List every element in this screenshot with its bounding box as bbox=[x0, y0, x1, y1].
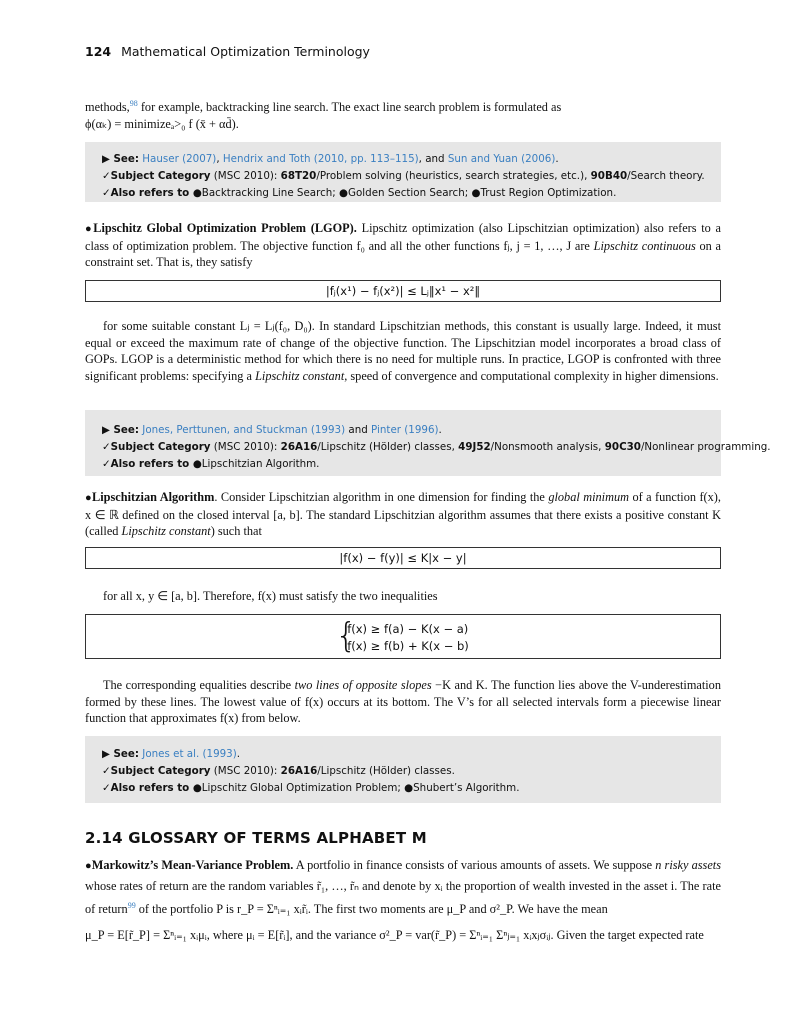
entry-title: Lipschitz Global Optimization Problem bbox=[93, 221, 307, 235]
ref-link[interactable]: Hendrix and Toth (2010, pp. 113–115) bbox=[222, 153, 419, 165]
intro-text-b: for example, backtracking line search. The exact line search problem is formulated as bbox=[137, 100, 562, 115]
ref-link[interactable]: Jones, Perttunen, and Stuckman (1993) bbox=[142, 424, 346, 436]
lgop-entry: ●Lipschitz Global Optimization Problem (LGOP). Lipschitz optimization (also Lipschitzian optimization) also refers to a class of optimization problem. The objective function f₀ and all the other functions fⱼ, j = 1, …, J are Lipschitz continuous on a constraint set. That is, they satisfy bbox=[85, 221, 721, 269]
markowitz-entry: ●Markowitz’s Mean-Variance Problem. A portfolio in finance consists of various amounts of assets. We suppose n risky assets whose rates of return are the random variables r̃₁, …, r̃ₙ and denote by xᵢ the proportion of wealth invested in the asset i. The rate of return$^{99}$ of the portfolio P is r_P = Σⁿᵢ₌₁ xᵢr̃ᵢ. The first two moments are μ_P and σ²_P. We have the mean μ_P = E[r̃_P] = Σⁿᵢ₌₁ xᵢμᵢ, where μᵢ = E[r̃ᵢ], and the variance σ²_P = var(r̃_P) = Σⁿᵢ₌₁ Σⁿⱼ₌₁ xᵢxⱼσᵢⱼ. Given the target expected rate bbox=[85, 858, 721, 943]
ref-link[interactable]: Jones et al. (1993) bbox=[142, 748, 237, 760]
bullet-icon: ● bbox=[85, 860, 92, 872]
ref-link[interactable]: Pinter (1996) bbox=[371, 424, 439, 436]
subject-row: ✓Subject Category (MSC 2010): 26A16/Lipschitz (Hölder) classes, 49J52/Nonsmooth analysis, 90C30/Nonlinear programming. bbox=[102, 441, 771, 453]
lipschitz-k-condition: |f(x) − f(y)| ≤ K|x − y| bbox=[339, 551, 467, 565]
inequality-1: f(x) ≥ f(a) − K(x − a) bbox=[347, 622, 469, 636]
mean-variance-formula: μ_P = E[r̃_P] = Σⁿᵢ₌₁ xᵢμᵢ, where μᵢ = E[r̃ᵢ], and the variance σ²_P = var(r̃_P) = Σⁿᵢ₌₁ Σⁿⱼ₌₁ xᵢxⱼσᵢⱼ. Given the target expected rate bbox=[85, 928, 704, 943]
subject-row: ✓Subject Category (MSC 2010): 68T20/Problem solving (heuristics, search strategies, etc.), 90B40/Search theory. bbox=[102, 170, 705, 182]
lgop-paragraph-2: for some suitable constant Lⱼ = Lⱼ(f₀, D₀). In standard Lipschitzian methods, this constant is usually large. Indeed, it must equal or exceed the maximum rate of change of the objective function. The Lipschitzian model incorporates a broad class of GOPs. LGOP is a deterministic method for which there is no need for multiple runs. In practice, LGOP is confronted with three significant problems: specifying a Lipschitz constant, speed of convergence and computational complexity in higher dimensions. bbox=[85, 319, 721, 383]
also-row: ✓Also refers to ●Lipschitzian Algorithm. bbox=[102, 458, 320, 470]
lipschitz-condition: |fⱼ(x¹) − fⱼ(x²)| ≤ Lⱼ‖x¹ − x²‖ bbox=[325, 284, 481, 298]
lalg-paragraph-3: The corresponding equalities describe two lines of opposite slopes −K and K. The function lies above the V-underestimation formed by these lines. The lowest value of f(x) occurs at its bottom. The V’s for all selected intervals form a piecewise linear function that approximates f(x) from below. bbox=[85, 678, 721, 725]
ref-link[interactable]: Sun and Yuan (2006) bbox=[447, 153, 556, 165]
footnote-98[interactable]: 98 bbox=[129, 99, 138, 108]
entry-title: Markowitz’s Mean-Variance Problem. bbox=[91, 858, 294, 872]
inequality-system: { f(x) ≥ f(a) − K(x − a) f(x) ≥ f(b) + K(x − b) bbox=[335, 616, 469, 656]
section-heading: 2.14 GLOSSARY OF TERMS ALPHABET M bbox=[85, 829, 427, 847]
see-row: ▶ See: Jones, Perttunen, and Stuckman (1993) and Pinter (1996). bbox=[102, 424, 442, 436]
see-row: ▶ See: Hauser (2007), Hendrix and Toth (2010, pp. 113–115), and Sun and Yuan (2006). bbox=[102, 153, 559, 165]
also-row: ✓Also refers to ●Lipschitz Global Optimization Problem; ●Shubert’s Algorithm. bbox=[102, 782, 520, 794]
reference-box-1 bbox=[85, 142, 721, 202]
bullet-icon: ● bbox=[85, 223, 94, 235]
line-search-formula: ϕ(αₖ) = minimizeₐ>₀ f (x̄ + αd̄). bbox=[85, 116, 239, 131]
equation-box-inequalities bbox=[85, 614, 721, 659]
also-row: ✓Also refers to ●Backtracking Line Search; ●Golden Section Search; ●Trust Region Optimization. bbox=[102, 187, 617, 199]
reference-box-3 bbox=[85, 736, 721, 803]
intro-paragraph bbox=[85, 96, 721, 132]
see-row: ▶ See: Jones et al. (1993). bbox=[102, 748, 241, 760]
entry-title: Lipschitzian Algorithm bbox=[92, 490, 215, 504]
page-number: 124 bbox=[85, 44, 112, 59]
reference-box-2 bbox=[85, 410, 771, 476]
for-all-line: for all x, y ∈ [a, b]. Therefore, f(x) must satisfy the two inequalities bbox=[103, 589, 438, 603]
intro-text: methods, bbox=[85, 100, 130, 115]
equation-box-lipschitz bbox=[85, 280, 721, 302]
lalg-entry: ●Lipschitzian Algorithm. Consider Lipschitzian algorithm in one dimension for finding the global minimum of a function f(x), x ∈ ℝ defined on the closed interval [a, b]. The standard Lipschitzian algorithm assumes that there exists a positive constant K (called Lipschitz constant) such that bbox=[85, 490, 721, 538]
running-title: Mathematical Optimization Terminology bbox=[121, 44, 370, 59]
inequality-2: f(x) ≥ f(b) + K(x − b) bbox=[347, 639, 469, 653]
bullet-icon: ● bbox=[85, 492, 93, 504]
ref-link[interactable]: Hauser (2007) bbox=[142, 153, 217, 165]
subject-row: ✓Subject Category (MSC 2010): 26A16/Lipschitz (Hölder) classes. bbox=[102, 765, 455, 777]
footnote-99[interactable]: 99 bbox=[127, 901, 136, 910]
equation-box-k bbox=[85, 547, 721, 569]
page-header bbox=[85, 44, 370, 59]
